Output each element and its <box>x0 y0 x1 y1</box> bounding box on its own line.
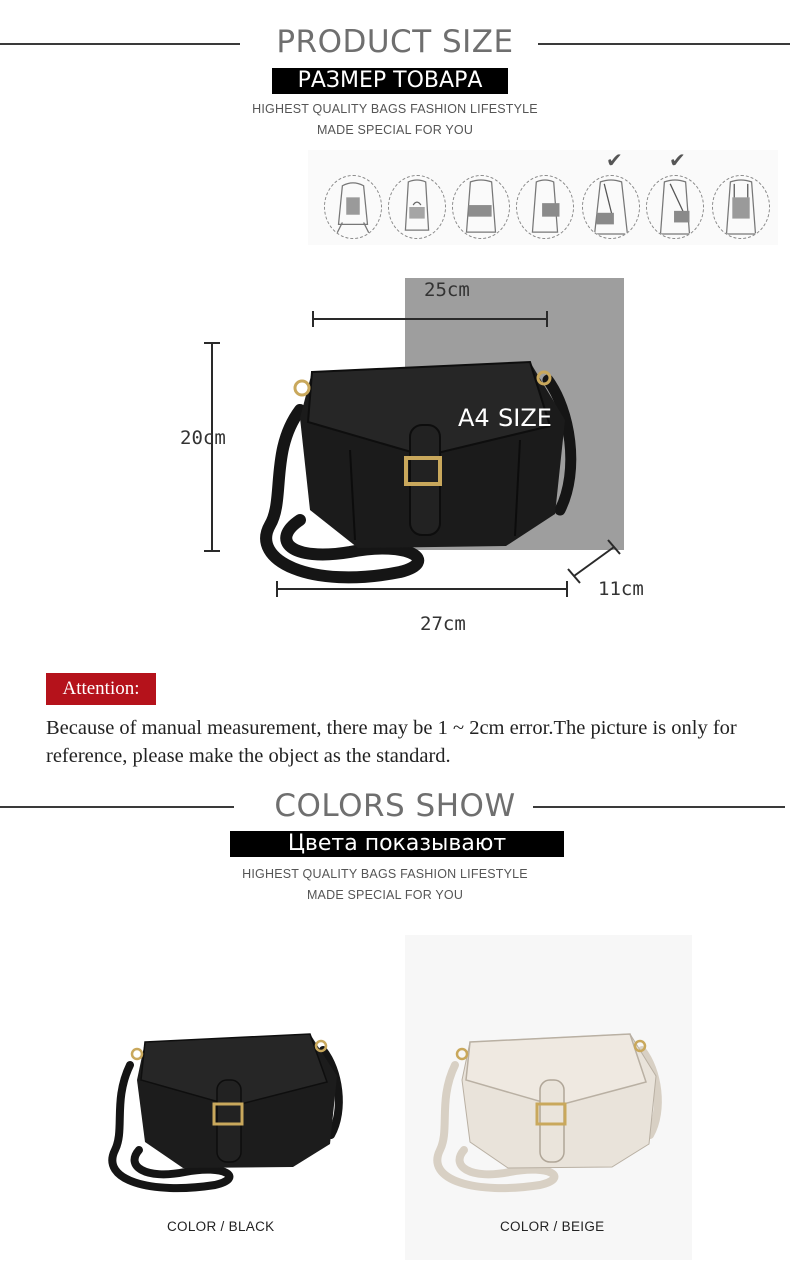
check-icon: ✔ <box>606 148 623 172</box>
colors-show-tagline-1: HIGHEST QUALITY BAGS FASHION LIFESTYLE <box>242 867 528 881</box>
product-size-title: PRODUCT SIZE <box>276 24 514 60</box>
swatch-caption-beige: COLOR / BEIGE <box>500 1219 605 1234</box>
bag-photo-black-swatch <box>95 1010 375 1200</box>
swatch-caption-black: COLOR / BLACK <box>167 1219 275 1234</box>
product-size-tagline-1: HIGHEST QUALITY BAGS FASHION LIFESTYLE <box>252 102 538 116</box>
check-icon: ✔ <box>669 148 686 172</box>
a4-label-a: A4 <box>458 404 490 432</box>
colors-show-title: COLORS SHOW <box>274 788 516 824</box>
bottom-width-label: 27cm <box>420 613 466 635</box>
colors-show-subtitle-ru: Цвета показывают <box>230 831 564 857</box>
attention-note: Because of manual measurement, there may be 1 ~ 2cm error.The picture is only for reference, please make the object as the standard. <box>46 717 737 767</box>
attention-badge: Attention: <box>46 673 156 705</box>
depth-label: 11cm <box>598 578 644 600</box>
a4-label-b: SIZE <box>498 404 552 432</box>
product-size-tagline-2: MADE SPECIAL FOR YOU <box>316 123 474 137</box>
top-width-label: 25cm <box>424 279 470 301</box>
product-size-subtitle-ru: РАЗМЕР ТОВАРА <box>272 68 508 94</box>
height-label: 20cm <box>180 427 226 449</box>
bag-photo-beige-swatch <box>420 1010 690 1200</box>
colors-show-tagline-2: MADE SPECIAL FOR YOU <box>306 888 464 902</box>
